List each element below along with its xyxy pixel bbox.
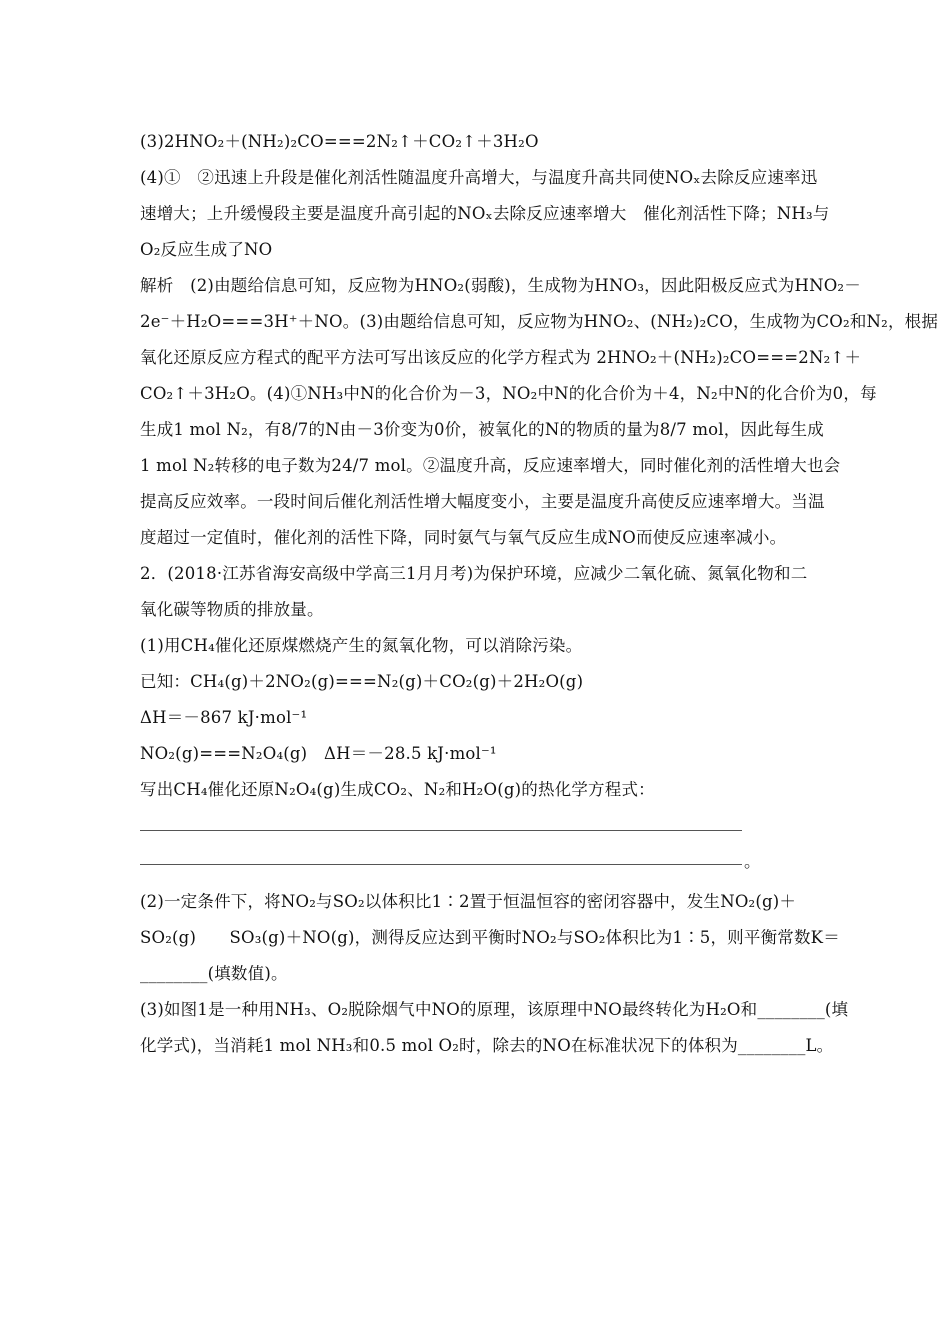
analysis-line4: CO₂↑＋3H₂O。(4)①NH₃中N的化合价为－3，NO₂中N的化合价为＋4，N₂中N的化合价为0，每: [140, 384, 877, 403]
answer-4-line2: 速增大；上升缓慢段主要是温度升高引起的NOₓ去除反应速率增大 催化剂活性下降；NH₃与: [140, 204, 830, 223]
answer-blank-line-1[interactable]: [140, 830, 742, 831]
analysis-line5: 生成1 mol N₂，有8/7的N由－3价变为0价，被氧化的N的物质的量为8/7 mol，因此每生成: [140, 420, 824, 439]
question-2-part3-line2: 化学式)，当消耗1 mol NH₃和0.5 mol O₂时，除去的NO在标准状况下的体积为________L。: [140, 1036, 834, 1055]
given-equation-2: NO₂(g)===N₂O₄(g) ΔH＝－28.5 kJ·mol⁻¹: [140, 744, 497, 763]
given-equation-1: 已知：CH₄(g)＋2NO₂(g)===N₂(g)＋CO₂(g)＋2H₂O(g): [140, 672, 584, 691]
answer-blank-line-2[interactable]: [140, 864, 742, 865]
question-2-part2-line3: ________(填数值)。: [140, 964, 288, 983]
given-enthalpy-1: ΔH＝－867 kJ·mol⁻¹: [140, 708, 308, 727]
question-2-part3-line1: (3)如图1是一种用NH₃、O₂脱除烟气中NO的原理，该原理中NO最终转化为H₂O和________(填: [140, 1000, 849, 1019]
question-2-part2-line1: (2)一定条件下，将NO₂与SO₂以体积比1∶2置于恒温恒容的密闭容器中，发生NO₂(g)＋: [140, 892, 797, 911]
answer-4-line1: (4)① ②迅速上升段是催化剂活性随温度升高增大，与温度升高共同使NOₓ去除反应速率迅: [140, 168, 818, 187]
question-2-line1: 2．(2018·江苏省海安高级中学高三1月月考)为保护环境，应减少二氧化硫、氮氧化物和二: [140, 564, 808, 583]
analysis-line2: 2e⁻＋H₂O===3H⁺＋NO。(3)由题给信息可知，反应物为HNO₂、(NH₂)₂CO，生成物为CO₂和N₂，根据: [140, 312, 939, 331]
answer-end-mark: 。: [744, 852, 761, 871]
analysis-line3: 氧化还原反应方程式的配平方法可写出该反应的化学方程式为 2HNO₂＋(NH₂)₂CO===2N₂↑＋: [140, 348, 862, 367]
analysis-line8: 度超过一定值时，催化剂的活性下降，同时氨气与氧气反应生成NO而使反应速率减小。: [140, 528, 787, 547]
answer-4-line3: O₂反应生成了NO: [140, 240, 273, 259]
analysis-line6: 1 mol N₂转移的电子数为24/7 mol。②温度升高，反应速率增大，同时催化剂的活性增大也会: [140, 456, 841, 475]
analysis-line7: 提高反应效率。一段时间后催化剂活性增大幅度变小，主要是温度升高使反应速率增大。当温: [140, 492, 825, 511]
question-2-part2-line2: SO₂(g) SO₃(g)＋NO(g)，测得反应达到平衡时NO₂与SO₂体积比为1∶5，则平衡常数K＝: [140, 928, 840, 947]
question-2-part1-prompt: 写出CH₄催化还原N₂O₄(g)生成CO₂、N₂和H₂O(g)的热化学方程式：: [140, 780, 655, 799]
question-2-line2: 氧化碳等物质的排放量。: [140, 600, 324, 619]
analysis-line1: 解析 (2)由题给信息可知，反应物为HNO₂(弱酸)，生成物为HNO₃，因此阳极反应式为HNO₂－: [140, 276, 861, 295]
question-2-part1: (1)用CH₄催化还原煤燃烧产生的氮氧化物，可以消除污染。: [140, 636, 583, 655]
answer-3: (3)2HNO₂＋(NH₂)₂CO===2N₂↑＋CO₂↑＋3H₂O: [140, 132, 539, 151]
